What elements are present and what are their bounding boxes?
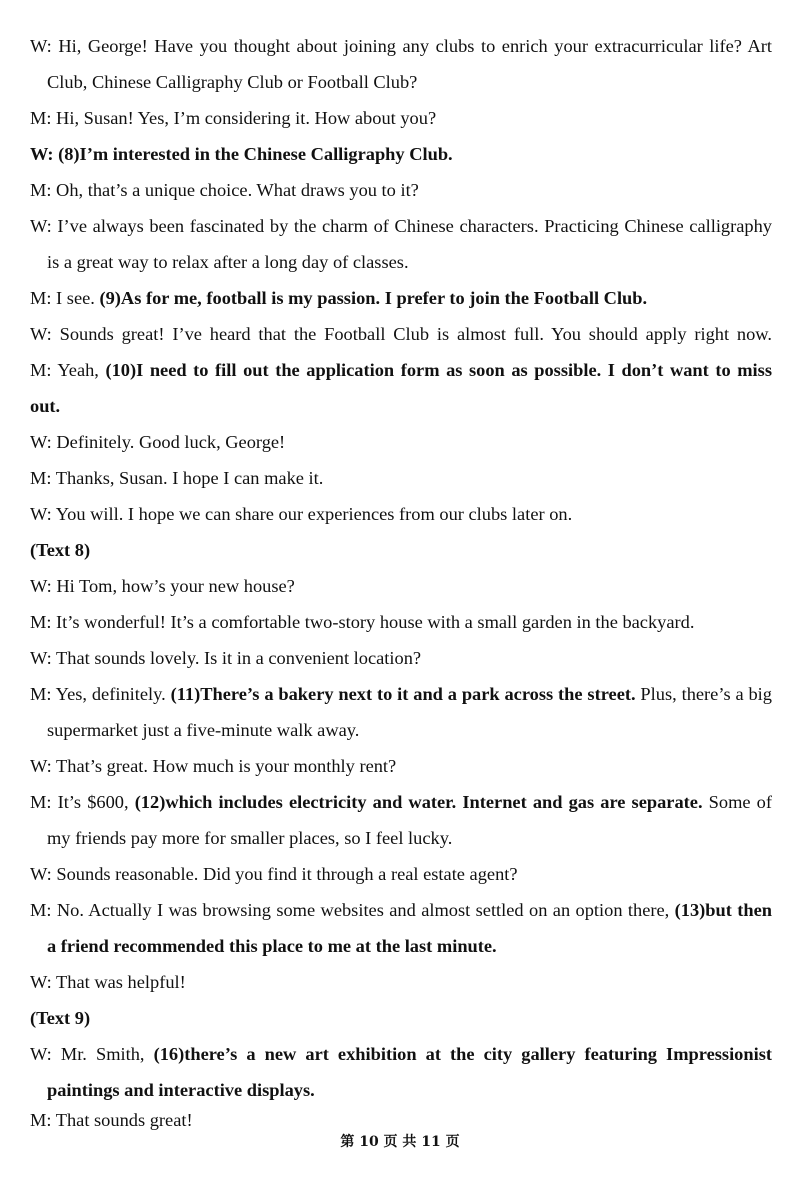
dialogue-line: M: Oh, that’s a unique choice. What draws you to it? [30, 180, 419, 200]
dialogue-text: Plus, there’s a big [635, 684, 772, 704]
answer-highlight: (13)but then [674, 900, 772, 920]
dialogue-line: W: Definitely. Good luck, George! [30, 432, 286, 452]
dialogue-line: M: That sounds great! [30, 1110, 193, 1130]
dialogue-line [30, 358, 772, 382]
dialogue-line: W: Sounds great! I’ve heard that the Football Club is almost full. You should apply right now. [30, 324, 772, 344]
dialogue-text: M: Yeah, [30, 360, 106, 380]
dialogue-line: M: Hi, Susan! Yes, I’m considering it. How about you? [30, 108, 437, 128]
dialogue-line: W: Hi, George! Have you thought about joining any clubs to enrich your extracurricular life? Art [30, 36, 772, 56]
dialogue-text: Some of [702, 792, 772, 812]
dialogue-line: W: That sounds lovely. Is it in a convenient location? [30, 648, 422, 668]
dialogue-text: M: I see. [30, 288, 100, 308]
dialogue-line: paintings and interactive displays. [47, 1080, 315, 1100]
dialogue-line: out. [30, 396, 61, 416]
dialogue-line: a friend recommended this place to me at the last minute. [47, 936, 497, 956]
dialogue-line: Club, Chinese Calligraphy Club or Football Club? [47, 72, 418, 92]
dialogue-line: W: You will. I hope we can share our experiences from our clubs later on. [30, 504, 573, 524]
dialogue-line [30, 898, 772, 922]
dialogue-text: M: It’s $600, [30, 792, 135, 812]
dialogue-line: W: Sounds reasonable. Did you find it through a real estate agent? [30, 864, 518, 884]
dialogue-line: W: (8)I’m interested in the Chinese Calligraphy Club. [30, 144, 453, 164]
dialogue-text: M: Yes, definitely. [30, 684, 171, 704]
answer-highlight: (16)there’s a new art exhibition at the city gallery featuring Impressionist [153, 1044, 772, 1064]
dialogue-line: M: It’s wonderful! It’s a comfortable two-story house with a small garden in the backyard. [30, 612, 695, 632]
dialogue-line [30, 1042, 772, 1066]
dialogue-text: W: Mr. Smith, [30, 1044, 154, 1064]
section-heading: (Text 8) [30, 540, 91, 560]
dialogue-line: W: That’s great. How much is your monthly rent? [30, 756, 397, 776]
dialogue-text: M: No. Actually I was browsing some websites and almost settled on an option there, [30, 900, 675, 920]
dialogue-line: W: I’ve always been fascinated by the charm of Chinese characters. Practicing Chinese calligraphy [30, 216, 772, 236]
section-heading: (Text 9) [30, 1008, 91, 1028]
dialogue-line: W: That was helpful! [30, 972, 186, 992]
dialogue-line: W: Hi Tom, how’s your new house? [30, 576, 295, 596]
answer-highlight: (11)There’s a bakery next to it and a park across the street. [170, 684, 636, 704]
page-number-footer: 第 10 页 共 11 页 [340, 1134, 460, 1150]
answer-highlight: (12)which includes electricity and water. Internet and gas are separate. [134, 792, 703, 812]
dialogue-line [30, 286, 772, 310]
dialogue-line [30, 682, 772, 706]
dialogue-line: is a great way to relax after a long day of classes. [47, 252, 409, 272]
dialogue-line: my friends pay more for smaller places, so I feel lucky. [47, 828, 453, 848]
dialogue-line: M: Thanks, Susan. I hope I can make it. [30, 468, 324, 488]
dialogue-line: supermarket just a five-minute walk away. [47, 720, 360, 740]
answer-highlight: (9)As for me, football is my passion. I prefer to join the Football Club. [99, 288, 648, 308]
dialogue-line [30, 790, 772, 814]
answer-highlight: (10)I need to fill out the application form as soon as possible. I don’t want to miss [105, 360, 772, 380]
